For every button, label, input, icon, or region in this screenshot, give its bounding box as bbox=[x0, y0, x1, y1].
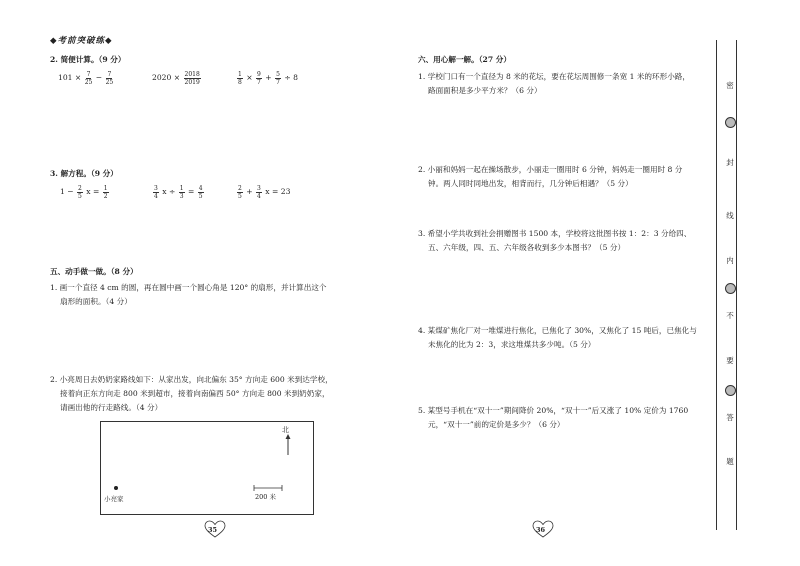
question-6-4-line2: 未焦化的比为 2：3，求这堆煤共多少吨。（5 分） bbox=[428, 340, 596, 349]
equation-3 bbox=[236, 184, 290, 200]
question-6-5-line2: 元，“双十一”前的定价是多少？（6 分） bbox=[428, 420, 565, 429]
fraction bbox=[275, 71, 281, 86]
question-6-3-line1: 3. 希望小学共收到社会捐赠图书 1500 本，学校将这批图书按 1：2：3 分给四、 bbox=[418, 229, 692, 238]
calc1-lead: 101 × bbox=[58, 73, 82, 82]
numerator: 3 bbox=[257, 184, 261, 192]
calc-expression-1 bbox=[58, 70, 114, 86]
question-5-2-line1: 2. 小亮周日去奶奶家路线如下：从家出发，向北偏东 35° 方向走 600 米到达学校， bbox=[50, 375, 333, 384]
question-6-2-line1: 2. 小丽和妈妈一起在操场散步，小丽走一圈用时 6 分钟，妈妈走一圈用时 8 分 bbox=[418, 165, 683, 174]
seal-char: 内 bbox=[726, 256, 734, 265]
question-5-1-line2: 扇形的面积。（4 分） bbox=[60, 297, 132, 306]
section-3-title: 3. 解方程。（9 分） bbox=[50, 169, 118, 178]
section-5-title: 五、动手做一做。（8 分） bbox=[50, 267, 138, 276]
eq1-mid: x = bbox=[86, 187, 100, 196]
denominator: 25 bbox=[84, 78, 93, 86]
numerator: 1 bbox=[179, 184, 184, 192]
page-number: 35 bbox=[208, 526, 218, 534]
question-6-4-line1: 4. 某煤矿焦化厂对一堆煤进行焦化，已焦化了 30%，又焦化了 15 吨后，已焦化与 bbox=[418, 326, 697, 335]
numerator: 7 bbox=[86, 70, 91, 78]
fraction bbox=[184, 71, 201, 86]
question-5-2-line2: 接着向正东方向走 800 米到超市，接着向南偏西 50° 方向走 800 米到奶奶家， bbox=[60, 389, 330, 398]
denominator: 2 bbox=[103, 192, 108, 200]
fraction bbox=[77, 185, 83, 200]
question-5-1-line1: 1. 画一个直径 4 cm 的圆，再在圆中画一个圆心角是 120° 的扇形，并计算出这个 bbox=[50, 283, 327, 292]
operator: × bbox=[246, 73, 253, 82]
seal-circle-icon bbox=[725, 283, 736, 294]
seal-char: 线 bbox=[726, 211, 734, 220]
fraction bbox=[237, 185, 243, 200]
numerator: 2 bbox=[78, 184, 82, 192]
denominator: 8 bbox=[238, 78, 242, 86]
route-map-box bbox=[100, 421, 314, 515]
denominator: 4 bbox=[257, 192, 261, 200]
denominator: 25 bbox=[105, 78, 114, 86]
page-number-35 bbox=[200, 520, 230, 544]
page-number: 36 bbox=[536, 526, 546, 534]
fraction bbox=[237, 71, 243, 86]
fraction bbox=[106, 71, 114, 86]
seal-char: 封 bbox=[726, 158, 734, 167]
fraction bbox=[153, 185, 159, 200]
seal-circle-icon bbox=[725, 385, 736, 396]
denominator: 5 bbox=[198, 192, 203, 200]
calc-expression-2 bbox=[152, 70, 202, 86]
fraction bbox=[179, 185, 185, 200]
calc2-lead: 2020 × bbox=[152, 73, 181, 82]
numerator: 2 bbox=[238, 184, 242, 192]
numerator: 2018 bbox=[184, 70, 200, 78]
seal-char: 要 bbox=[726, 356, 734, 365]
numerator: 5 bbox=[276, 70, 280, 78]
seal-char: 答 bbox=[726, 413, 734, 422]
question-6-5-line1: 5. 某型号手机在“双十一”期间降价 20%，“双十一”后又涨了 10% 定价为 1760 bbox=[418, 406, 689, 415]
denominator: 2019 bbox=[184, 78, 200, 86]
operator: − bbox=[95, 73, 103, 82]
question-6-2-line2: 钟。两人同时同地出发，相背而行，几分钟后相遇？（5 分） bbox=[428, 179, 633, 188]
fraction bbox=[198, 185, 204, 200]
question-5-2-line3: 请画出他的行走路线。（4 分） bbox=[60, 403, 163, 412]
question-6-1-line1: 1. 学校门口有一个直径为 8 米的花坛，要在花坛周围修一条宽 1 米的环形小路， bbox=[418, 72, 690, 81]
question-6-1-line2: 路面面积是多少平方米？（6 分） bbox=[428, 86, 542, 95]
denominator: 5 bbox=[78, 192, 82, 200]
home-label: 小亮家 bbox=[104, 495, 124, 503]
seal-line-left bbox=[716, 40, 717, 530]
seal-char: 题 bbox=[726, 457, 734, 466]
page-number-36 bbox=[528, 520, 558, 544]
equation-1 bbox=[60, 184, 110, 200]
numerator: 1 bbox=[103, 184, 108, 192]
fraction bbox=[85, 71, 93, 86]
equation-2 bbox=[152, 184, 205, 200]
denominator: 3 bbox=[179, 192, 184, 200]
calc-expression-3 bbox=[236, 70, 298, 86]
fraction bbox=[256, 71, 262, 86]
question-6-3-line2: 五、六年级，四、五、六年级各收到多少本图书？（5 分） bbox=[428, 243, 626, 252]
denominator: 7 bbox=[257, 78, 261, 86]
seal-char: 不 bbox=[726, 311, 734, 320]
eq1-lead: 1 − bbox=[60, 187, 74, 196]
fraction bbox=[256, 185, 262, 200]
denominator: 4 bbox=[154, 192, 158, 200]
eq3-plus: + bbox=[246, 187, 253, 196]
operator: + bbox=[265, 73, 272, 82]
scale-label: 200 米 bbox=[255, 493, 276, 501]
home-point-icon bbox=[114, 486, 118, 490]
eq3-tail: x = 23 bbox=[265, 187, 291, 196]
denominator: 7 bbox=[276, 78, 280, 86]
numerator: 7 bbox=[107, 70, 112, 78]
numerator: 9 bbox=[257, 70, 261, 78]
eq2-mid: x ÷ bbox=[162, 187, 176, 196]
eq2-equals: = bbox=[187, 187, 195, 196]
numerator: 1 bbox=[238, 70, 242, 78]
numerator: 4 bbox=[198, 184, 203, 192]
section-2-title: 2. 简便计算。（9 分） bbox=[50, 55, 126, 64]
seal-char: 密 bbox=[726, 81, 734, 90]
section-6-title: 六、用心解一解。（27 分） bbox=[418, 55, 511, 64]
numerator: 3 bbox=[154, 184, 158, 192]
denominator: 5 bbox=[238, 192, 242, 200]
north-arrow-icon bbox=[284, 434, 292, 456]
north-label: 北 bbox=[282, 426, 289, 434]
section-header: ◆考前突破练◆ bbox=[50, 36, 113, 46]
seal-circle-icon bbox=[725, 117, 736, 128]
calc3-tail: ÷ 8 bbox=[284, 73, 298, 82]
fraction bbox=[103, 185, 109, 200]
